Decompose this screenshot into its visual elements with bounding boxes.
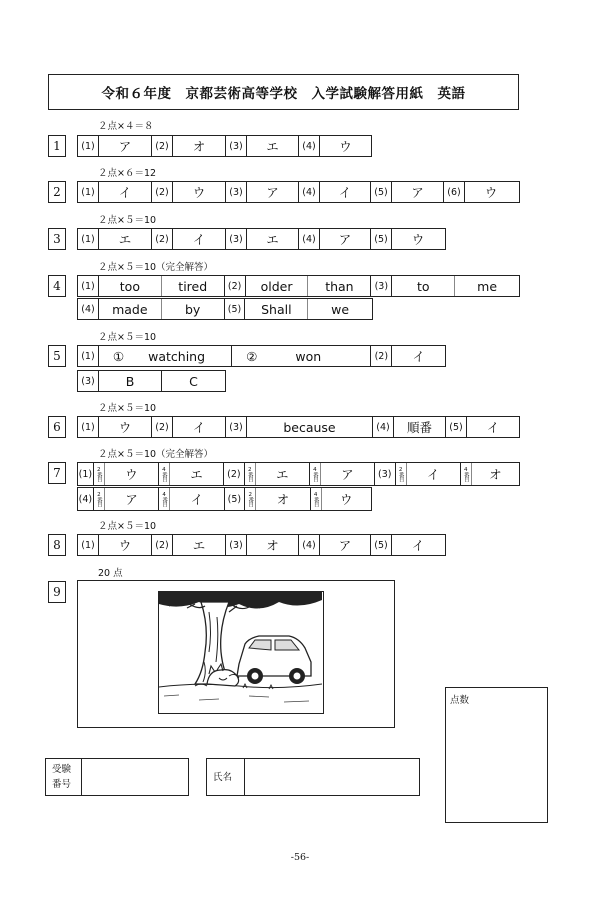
order-label-2nd: 2番目 bbox=[396, 463, 407, 485]
answer-cell: me bbox=[477, 278, 498, 294]
answer-label: (3) bbox=[226, 182, 247, 202]
answer-label: (3) bbox=[226, 136, 247, 156]
answer-cell: オ bbox=[247, 535, 299, 555]
answer-cell: ウ bbox=[105, 463, 159, 485]
answer-cell: we bbox=[331, 301, 350, 317]
answer-label: (4) bbox=[299, 182, 320, 202]
order-label-4th: 4番目 bbox=[159, 463, 170, 485]
answer-label: (3) bbox=[375, 463, 396, 485]
order-label-2nd: 2番目 bbox=[245, 488, 256, 510]
question-number-9: 9 bbox=[48, 581, 66, 603]
answer-cell: than bbox=[308, 276, 371, 296]
answer-cell-2 bbox=[232, 346, 371, 366]
circled-number: ② bbox=[246, 348, 258, 364]
answer-cell: イ bbox=[99, 182, 152, 202]
name-box bbox=[206, 758, 420, 796]
circled-number: ① bbox=[112, 348, 125, 364]
answer-label: (1) bbox=[78, 276, 99, 296]
score-note-1: ２点×４＝８ bbox=[98, 121, 154, 132]
answer-cell: ウ bbox=[340, 492, 353, 507]
answer-row-6 bbox=[77, 416, 520, 438]
answer-label: (6) bbox=[444, 182, 465, 202]
page-number: -56- bbox=[290, 852, 310, 863]
answer-label: (4) bbox=[373, 417, 394, 437]
order-label-4th: 4番目 bbox=[310, 463, 321, 485]
answer-label: (5) bbox=[371, 229, 392, 249]
answer-label: (3) bbox=[226, 417, 247, 437]
answer-label: (3) bbox=[78, 371, 99, 391]
answer-cell: エ bbox=[170, 463, 224, 485]
answer-label: (1) bbox=[78, 535, 99, 555]
answer-cell: ア bbox=[320, 229, 371, 249]
score-note-2: ２点×６＝12 bbox=[98, 168, 157, 179]
question-number-3: 3 bbox=[48, 228, 66, 250]
answer-cell: オ bbox=[489, 467, 502, 482]
score-note-8: ２点×５＝10 bbox=[98, 521, 157, 532]
answer-row-8 bbox=[77, 534, 446, 556]
answer-label: (2) bbox=[152, 535, 173, 555]
exam-number-label-line2: 番号 bbox=[52, 779, 72, 790]
answer-cell: ウ bbox=[339, 139, 352, 154]
answer-cell: イ bbox=[411, 538, 425, 553]
score-note-3: ２点×５＝10 bbox=[98, 215, 157, 226]
answer-cell: イ bbox=[407, 463, 461, 485]
answer-row-4b bbox=[77, 298, 373, 320]
answer-cell: ウ bbox=[173, 182, 226, 202]
answer-cell: 順番 bbox=[394, 417, 446, 437]
answer-row-4a bbox=[77, 275, 520, 297]
exam-number-field[interactable] bbox=[82, 759, 188, 795]
writing-area bbox=[77, 580, 395, 728]
answer-cell-1 bbox=[99, 346, 232, 366]
order-label-2nd: 2番目 bbox=[245, 463, 256, 485]
answer-label: (2) bbox=[371, 346, 392, 366]
answer-cell: ウ bbox=[411, 232, 425, 247]
answer-cell: ア bbox=[247, 182, 299, 202]
order-label-2nd: 2番目 bbox=[94, 463, 105, 485]
answer-cell: ア bbox=[99, 136, 152, 156]
exam-number-box bbox=[45, 758, 189, 796]
answer-cell: イ bbox=[170, 488, 224, 510]
answer-cell: ウ bbox=[99, 417, 152, 437]
answer-label: (1) bbox=[78, 229, 99, 249]
score-note-7: ２点×５＝10（完全解答） bbox=[98, 449, 214, 460]
answer-row-2 bbox=[77, 181, 520, 203]
answer-label: (1) bbox=[78, 346, 99, 366]
answer-cell: エ bbox=[247, 136, 299, 156]
answer-cell: to bbox=[392, 276, 455, 296]
answer-cell: B bbox=[99, 371, 162, 391]
answer-cell: made bbox=[99, 299, 162, 319]
tree-car-cat-illustration bbox=[159, 592, 322, 712]
exam-number-label bbox=[46, 759, 82, 795]
answer-label: (5) bbox=[225, 299, 246, 319]
question-number-4: 4 bbox=[48, 275, 66, 297]
answer-row-7b bbox=[77, 487, 372, 511]
answer-label: (3) bbox=[226, 535, 247, 555]
order-label-4th: 4番目 bbox=[461, 463, 472, 485]
question-number-7: 7 bbox=[48, 462, 66, 484]
answer-label: (2) bbox=[152, 229, 173, 249]
name-label: 氏名 bbox=[207, 759, 245, 795]
answer-cell: ア bbox=[321, 463, 375, 485]
answer-label: (3) bbox=[371, 276, 392, 296]
page-title: 令和６年度 京都芸術高等学校 入学試験解答用紙 英語 bbox=[48, 74, 519, 110]
answer-label: (4) bbox=[299, 136, 320, 156]
answer-label: (4) bbox=[299, 535, 320, 555]
answer-label: (1) bbox=[78, 463, 94, 485]
answer-row-3 bbox=[77, 228, 446, 250]
points-box bbox=[445, 687, 548, 823]
answer-cell: too bbox=[99, 276, 162, 296]
question-number-6: 6 bbox=[48, 416, 66, 438]
answer-cell: ア bbox=[320, 535, 371, 555]
answer-cell: エ bbox=[256, 463, 310, 485]
answer-row-5a bbox=[77, 345, 446, 367]
answer-cell: ア bbox=[392, 182, 444, 202]
order-label-2nd: 2番目 bbox=[94, 488, 105, 510]
score-note-6: ２点×５＝10 bbox=[98, 403, 157, 414]
answer-cell: オ bbox=[173, 136, 226, 156]
score-note-5: ２点×５＝10 bbox=[98, 332, 157, 343]
answer-label: (5) bbox=[371, 182, 392, 202]
answer-cell: ア bbox=[105, 488, 159, 510]
answer-row-1 bbox=[77, 135, 372, 157]
answer-cell: エ bbox=[99, 229, 152, 249]
answer-text: watching bbox=[148, 348, 206, 364]
illustration-frame bbox=[158, 591, 324, 714]
answer-cell: ウ bbox=[484, 185, 498, 200]
score-note-4: ２点×５＝10（完全解答） bbox=[98, 262, 214, 273]
answer-label: (2) bbox=[152, 182, 173, 202]
answer-cell: イ bbox=[486, 420, 500, 435]
answer-cell: エ bbox=[173, 535, 226, 555]
answer-label: (5) bbox=[371, 535, 392, 555]
answer-label: (2) bbox=[225, 276, 246, 296]
question-number-1: 1 bbox=[48, 135, 66, 157]
score-note-9: 20 点 bbox=[98, 568, 123, 579]
question-number-2: 2 bbox=[48, 181, 66, 203]
answer-label: (4) bbox=[78, 299, 99, 319]
answer-cell: ウ bbox=[99, 535, 152, 555]
answer-row-7a bbox=[77, 462, 520, 486]
answer-cell: by bbox=[162, 299, 225, 319]
answer-label: (2) bbox=[152, 136, 173, 156]
points-label: 点数 bbox=[450, 695, 470, 706]
answer-label: (2) bbox=[152, 417, 173, 437]
answer-cell: イ bbox=[173, 229, 226, 249]
order-label-4th: 4番目 bbox=[159, 488, 170, 510]
answer-cell: C bbox=[189, 373, 198, 389]
answer-label: (4) bbox=[299, 229, 320, 249]
answer-label: (1) bbox=[78, 136, 99, 156]
answer-label: (3) bbox=[226, 229, 247, 249]
answer-cell: because bbox=[247, 417, 373, 437]
answer-label: (1) bbox=[78, 182, 99, 202]
answer-cell: イ bbox=[320, 182, 371, 202]
answer-row-5b bbox=[77, 370, 226, 392]
answer-cell: イ bbox=[412, 349, 425, 364]
answer-label: (2) bbox=[224, 463, 245, 485]
answer-cell: older bbox=[246, 276, 309, 296]
question-number-8: 8 bbox=[48, 534, 66, 556]
answer-label: (5) bbox=[225, 488, 246, 510]
answer-label: (5) bbox=[446, 417, 467, 437]
answer-cell: エ bbox=[247, 229, 299, 249]
answer-cell: イ bbox=[173, 417, 226, 437]
exam-number-label-line1: 受験 bbox=[52, 764, 72, 775]
name-field[interactable] bbox=[245, 759, 419, 795]
question-number-5: 5 bbox=[48, 345, 66, 367]
answer-cell: Shall bbox=[245, 299, 308, 319]
answer-cell: オ bbox=[256, 488, 310, 510]
answer-label: (4) bbox=[78, 488, 94, 510]
answer-cell: tired bbox=[162, 276, 225, 296]
order-label-4th: 4番目 bbox=[311, 488, 322, 510]
answer-label: (1) bbox=[78, 417, 99, 437]
answer-text: won bbox=[295, 348, 322, 364]
